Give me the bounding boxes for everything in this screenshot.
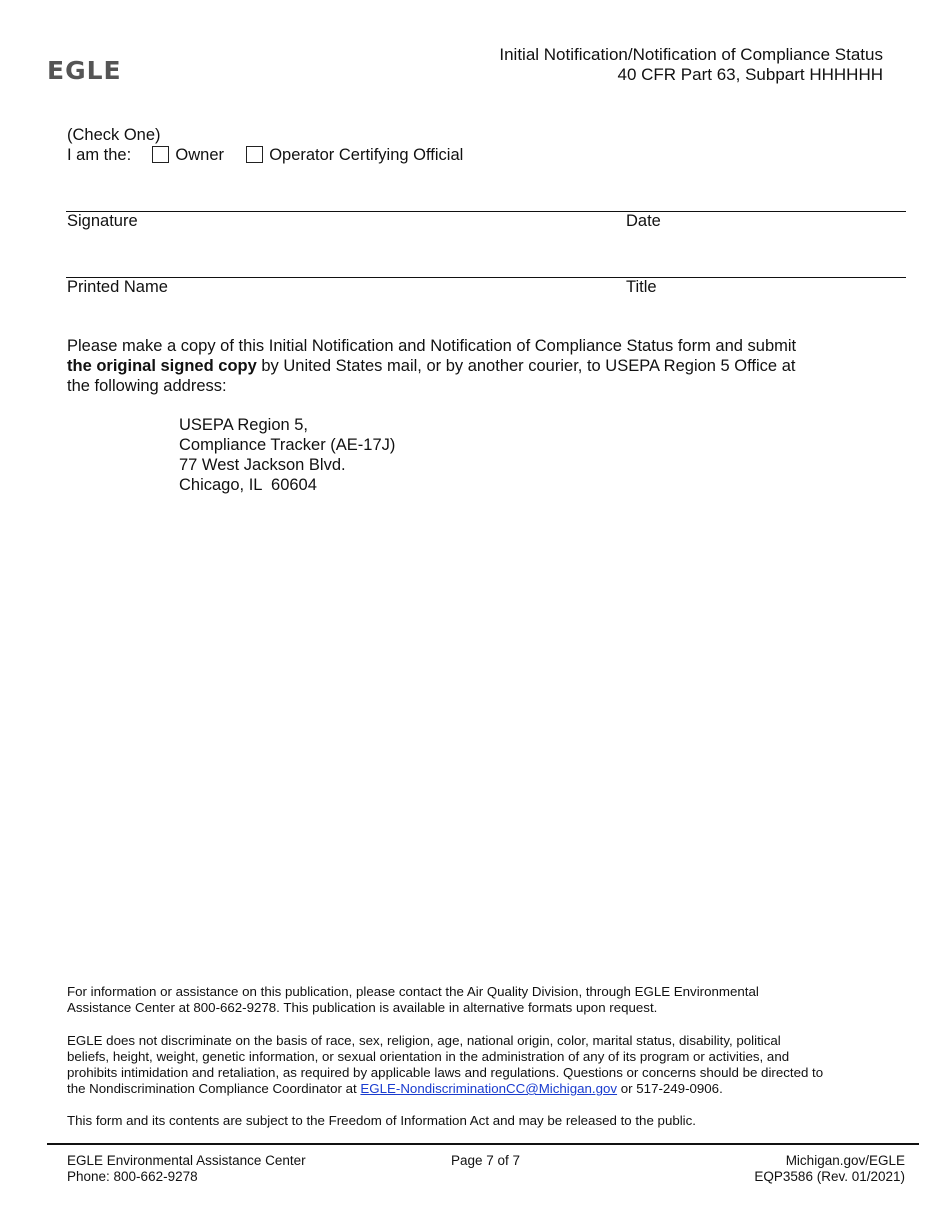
operator-checkbox[interactable] [246, 146, 263, 163]
footer-website: Michigan.gov/EGLE [785, 1153, 905, 1168]
assistance-line-1: For information or assistance on this publication, please contact the Air Quality Division, through EGLE Environmental [67, 984, 759, 999]
assistance-notice [67, 984, 877, 1016]
footer-right [754, 1153, 905, 1185]
printed-name-label: Printed Name [67, 278, 168, 296]
mailing-address [179, 415, 395, 495]
date-label: Date [626, 212, 661, 230]
instructions-line-2-rest: by United States mail, or by another courier, to USEPA Region 5 Office at [256, 357, 796, 375]
title-label: Title [626, 278, 657, 296]
address-line-2: Compliance Tracker (AE-17J) [179, 436, 396, 454]
i-am-the-label: I am the: [67, 146, 132, 164]
egle-logo: EGLE [47, 56, 122, 85]
footer-page-number: Page 7 of 7 [451, 1153, 521, 1168]
nondiscrimination-line-3: prohibits intimidation and retaliation, as required by applicable laws and regulations. Questions or concerns should be directed to [67, 1065, 824, 1080]
footer-left [67, 1153, 306, 1185]
nondiscrimination-line-2: beliefs, height, weight, genetic information, or sexual orientation in the administration of any of its program or activities, and [67, 1049, 790, 1064]
footer-form-number: EQP3586 (Rev. 01/2021) [754, 1169, 905, 1184]
address-line-4: Chicago, IL 60604 [179, 476, 317, 494]
owner-label: Owner [175, 146, 224, 164]
check-one-label: (Check One) [67, 126, 161, 144]
original-signed-copy: the original signed copy [67, 357, 257, 375]
address-line-3: 77 West Jackson Blvd. [179, 456, 346, 474]
signature-label: Signature [67, 212, 138, 230]
printed-name-line[interactable] [66, 277, 906, 278]
form-subtitle: 40 CFR Part 63, Subpart HHHHHH [617, 65, 883, 84]
form-title: Initial Notification/Notification of Compliance Status [499, 45, 883, 64]
assistance-line-2: Assistance Center at 800-662-9278. This publication is available in alternative formats upon request. [67, 1000, 658, 1015]
footer-center-name: EGLE Environmental Assistance Center [67, 1153, 306, 1168]
instructions-line-1: Please make a copy of this Initial Notification and Notification of Compliance Status form and submit [67, 337, 797, 355]
footer-phone: Phone: 800-662-9278 [67, 1169, 198, 1184]
nondiscrimination-line-4 [67, 1081, 877, 1097]
footer-divider [47, 1143, 919, 1145]
operator-label: Operator Certifying Official [269, 146, 464, 164]
nondiscrimination-email-link[interactable]: EGLE-NondiscriminationCC@Michigan.gov [360, 1081, 618, 1096]
nondiscrimination-line-4-post: or 517-249-0906. [617, 1081, 723, 1096]
instructions-line-3: the following address: [67, 377, 227, 395]
nondiscrimination-notice [67, 1033, 877, 1097]
foia-notice: This form and its contents are subject to the Freedom of Information Act and may be released to the public. [67, 1113, 696, 1128]
owner-checkbox[interactable] [152, 146, 169, 163]
address-line-1: USEPA Region 5, [179, 416, 309, 434]
instructions-paragraph [67, 336, 796, 396]
role-selector [67, 145, 463, 165]
nondiscrimination-line-1: EGLE does not discriminate on the basis of race, sex, religion, age, national origin, color, marital status, disability, political [67, 1033, 781, 1048]
signature-line[interactable] [66, 211, 906, 212]
instructions-line-2 [67, 356, 796, 376]
nondiscrimination-line-4-pre: the Nondiscrimination Compliance Coordinator at [67, 1081, 361, 1096]
